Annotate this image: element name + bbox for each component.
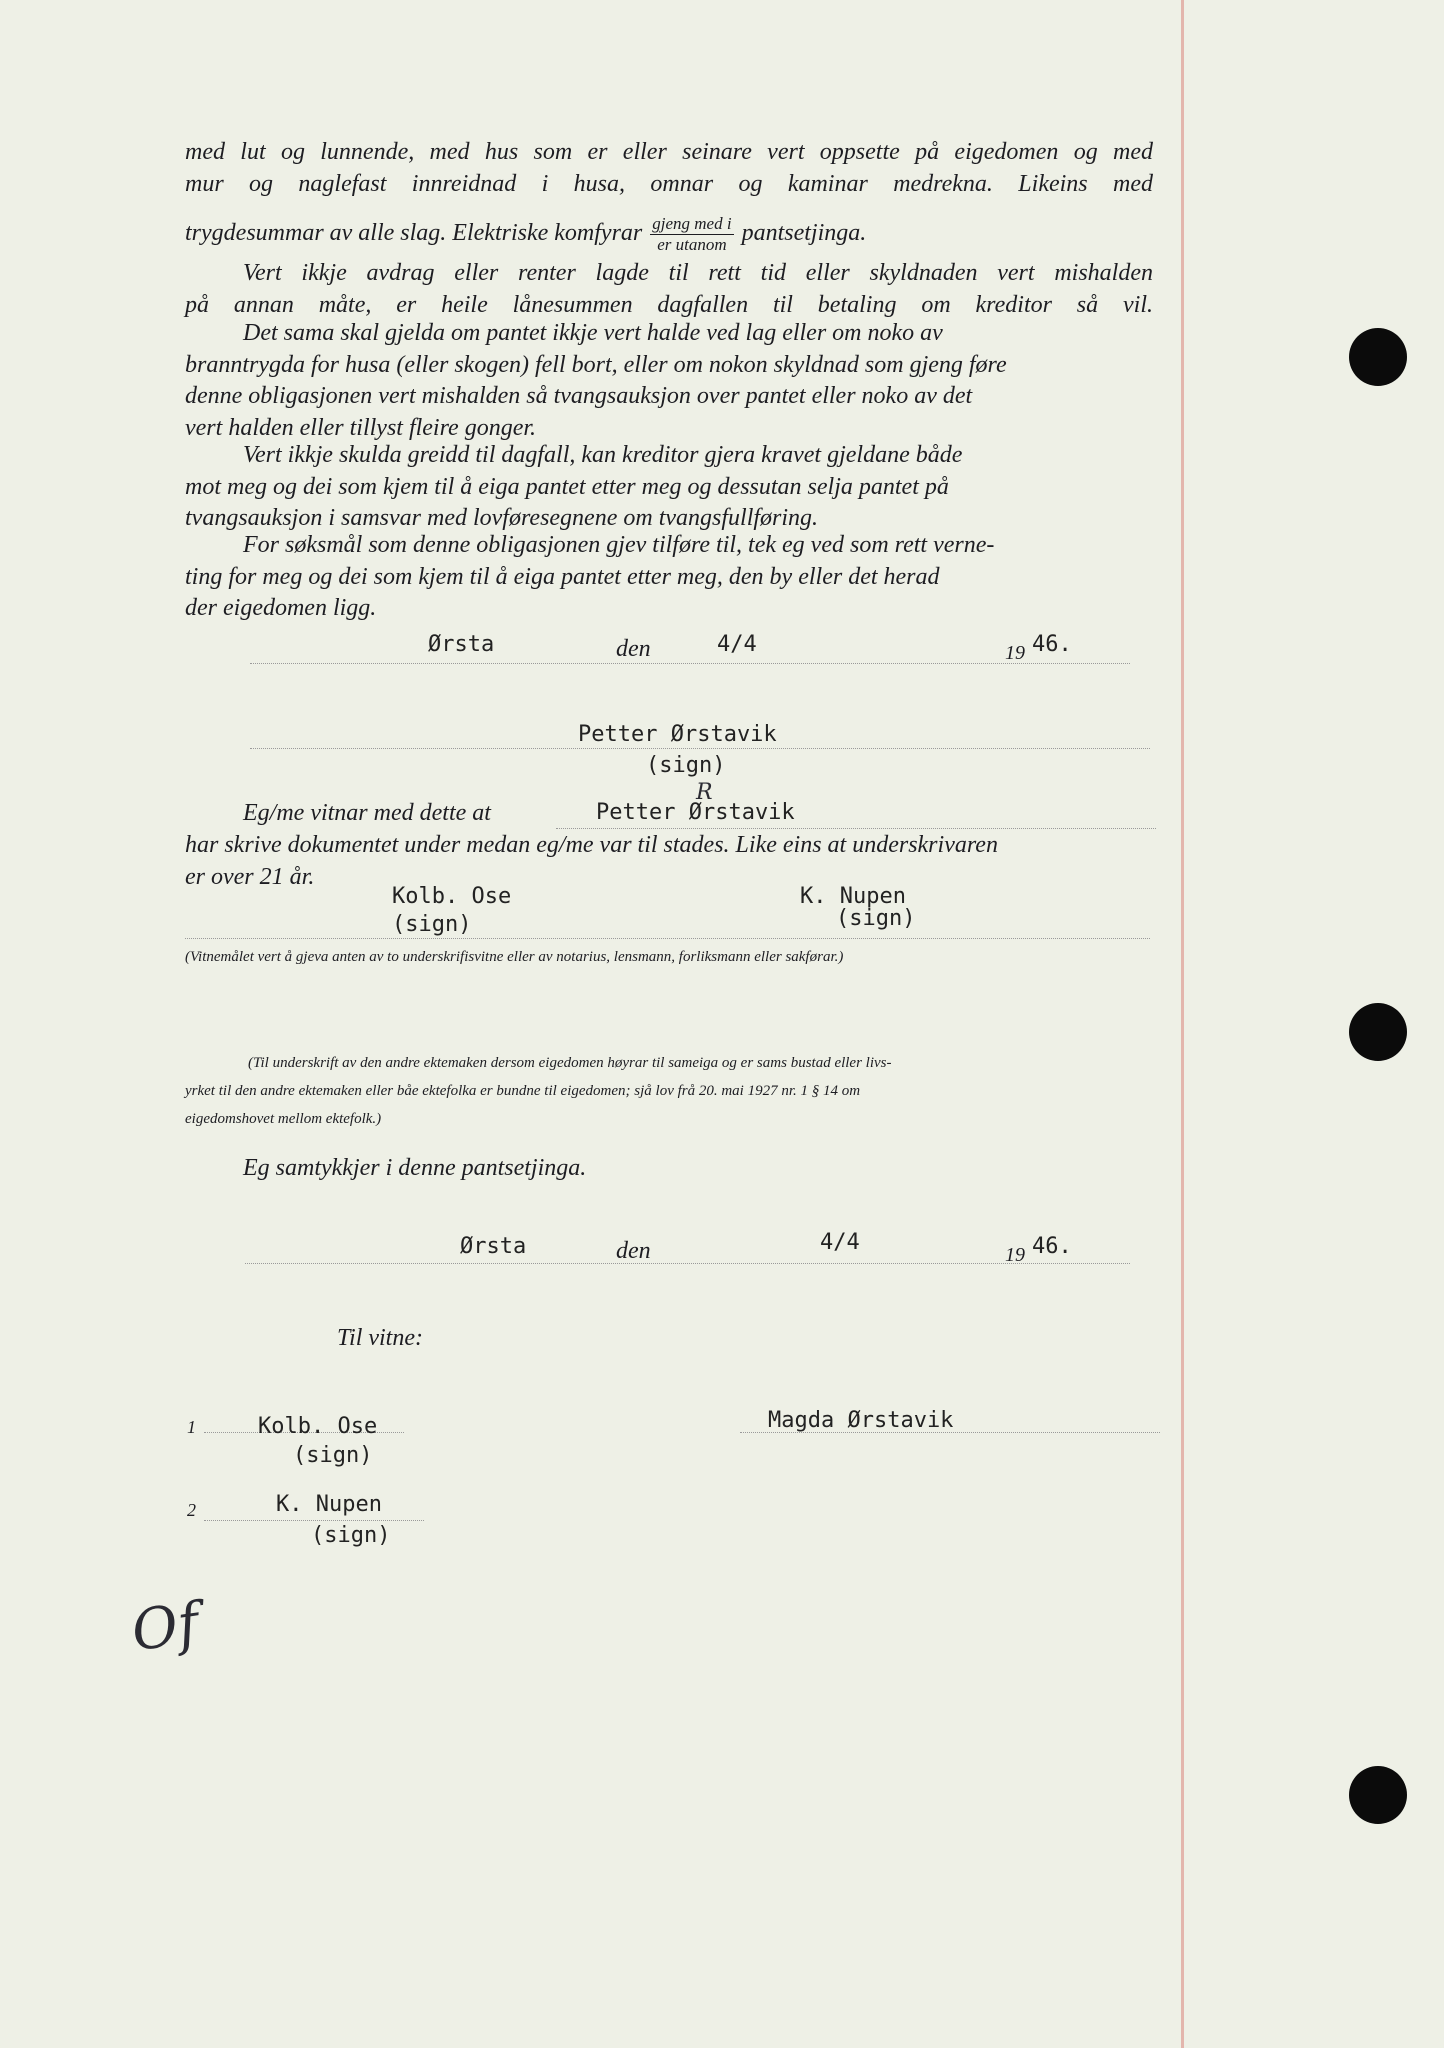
text-line: denne obligasjonen vert mishalden så tvangsauksjon over pantet eller noko av det (185, 383, 973, 409)
clause-paragraph-2 (185, 258, 1153, 321)
dotted-line (250, 663, 1130, 664)
signing-den-label: den (616, 636, 651, 662)
signing-year-suffix: 46. (1032, 1234, 1072, 1259)
witness-note: (Vitnemålet vert å gjeva anten av to underskrifisvitne eller av notarius, lensmann, forliksmann eller sakførar.) (185, 949, 844, 965)
signer-sign: (sign) (646, 753, 726, 778)
witness-1-name: Kolb. Ose (392, 884, 512, 909)
signing-date: 4/4 (820, 1230, 860, 1255)
text-fragment: pantsetjinga. (741, 220, 867, 247)
signing-year-prefix: 19 (1005, 642, 1025, 664)
text-line: på annan måte, er heile lånesummen dagfallen til betaling om kreditor så vil. (185, 291, 1153, 318)
text-line: Det sama skal gjelda om pantet ikkje vert halde ved lag eller om noko av (243, 320, 943, 346)
text-line: mur og naglefast innreidnad i husa, omnar og kaminar medrekna. Likeins med (185, 170, 1153, 197)
text-line: vert halden eller tillyst fleire gonger. (185, 414, 537, 441)
witness-statement-line: er over 21 år. (185, 864, 315, 890)
text-line: For søksmål som denne obligasjonen gjev tilføre til, tek eg ved som rett verne- (243, 532, 995, 558)
signing-year-prefix: 19 (1005, 1244, 1025, 1266)
fraction-top: gjeng med i (652, 214, 732, 233)
punch-hole (1349, 328, 1407, 386)
witness-1-sign: (sign) (392, 912, 472, 937)
text-fragment: trygdesummar av alle slag. Elektriske komfyrar (185, 220, 643, 247)
witness-2-name: K. Nupen (276, 1492, 382, 1517)
spouse-signature: Magda Ørstavik (768, 1408, 954, 1433)
insert-mark: R (696, 780, 713, 805)
dotted-line (556, 828, 1156, 829)
signing-year-suffix: 46. (1032, 632, 1072, 657)
witness-1-name: Kolb. Ose (258, 1414, 378, 1439)
clause-paragraph-1-last-line (185, 214, 866, 255)
clause-paragraph-1 (185, 137, 1153, 200)
witness-2-name: K. Nupen (800, 884, 906, 909)
witness-statement-prefix: Eg/me vitnar med dette at (243, 800, 491, 826)
handwritten-initials: Of (127, 1590, 203, 1665)
margin-line (1181, 0, 1184, 2048)
signing-place: Ørsta (460, 1234, 527, 1259)
clause-paragraph-3 (185, 318, 1153, 444)
clause-paragraph-4 (185, 440, 1153, 535)
text-line: tvangsauksjon i samsvar med lovføresegnene om tvangsfullføring. (185, 505, 819, 531)
witness-1-sign: (sign) (293, 1443, 373, 1468)
text-line: med lut og lunnende, med hus som er eller seinare vert oppsette på eigedomen og med (185, 139, 1153, 165)
witness-2-sign: (sign) (311, 1523, 391, 1548)
witness-statement-line: har skrive dokumentet under medan eg/me var til stades. Like eins at underskrivaren (185, 832, 998, 858)
text-line: ting for meg og dei som kjem til å eiga pantet etter meg, den by eller det herad (185, 563, 940, 590)
fraction-choice (650, 214, 733, 255)
spouse-note-line: eigedomshovet mellom ektefolk.) (185, 1111, 382, 1127)
signer-name: Petter Ørstavik (578, 722, 777, 747)
text-line: der eigedomen ligg. (185, 595, 377, 621)
signing-place: Ørsta (428, 632, 495, 657)
consent-statement: Eg samtykkjer i denne pantsetjinga. (243, 1155, 587, 1181)
dotted-line (250, 748, 1150, 749)
til-vitne-label: Til vitne: (337, 1325, 423, 1351)
clause-paragraph-5 (185, 530, 1153, 625)
spouse-note-line: yrket til den andre ektemaken eller båe ektefolka er bundne til eigedomen; sjå lov frå 20. mai 1927 nr. 1 § 14 om (185, 1083, 861, 1099)
witness-number: 2 (187, 1500, 196, 1520)
text-line: Vert ikkje skulda greidd til dagfall, kan kreditor gjera kravet gjeldane både (243, 442, 963, 468)
text-line: mot meg og dei som kjem til å eiga pantet etter meg og dessutan selja pantet på (185, 473, 949, 500)
dotted-line (245, 1263, 1130, 1264)
spouse-note-line: (Til underskrift av den andre ektemaken dersom eigedomen høyrar til sameiga og er sams bustad eller livs- (248, 1055, 892, 1071)
witness-number: 1 (187, 1417, 196, 1437)
witness-2-sign: (sign) (836, 906, 916, 931)
dotted-line (204, 1520, 424, 1521)
punch-hole (1349, 1003, 1407, 1061)
signing-date: 4/4 (717, 632, 757, 657)
text-line: Vert ikkje avdrag eller renter lagde til rett tid eller skyldnaden vert mishalden (243, 260, 1153, 286)
witness-statement-name: Petter Ørstavik (596, 800, 795, 825)
dotted-line (185, 938, 1150, 939)
text-line: branntrygda for husa (eller skogen) fell bort, eller om nokon skyldnad som gjeng føre (185, 351, 1007, 378)
signing-den-label: den (616, 1238, 651, 1264)
punch-hole (1349, 1766, 1407, 1824)
fraction-bottom: er utanom (657, 235, 727, 254)
